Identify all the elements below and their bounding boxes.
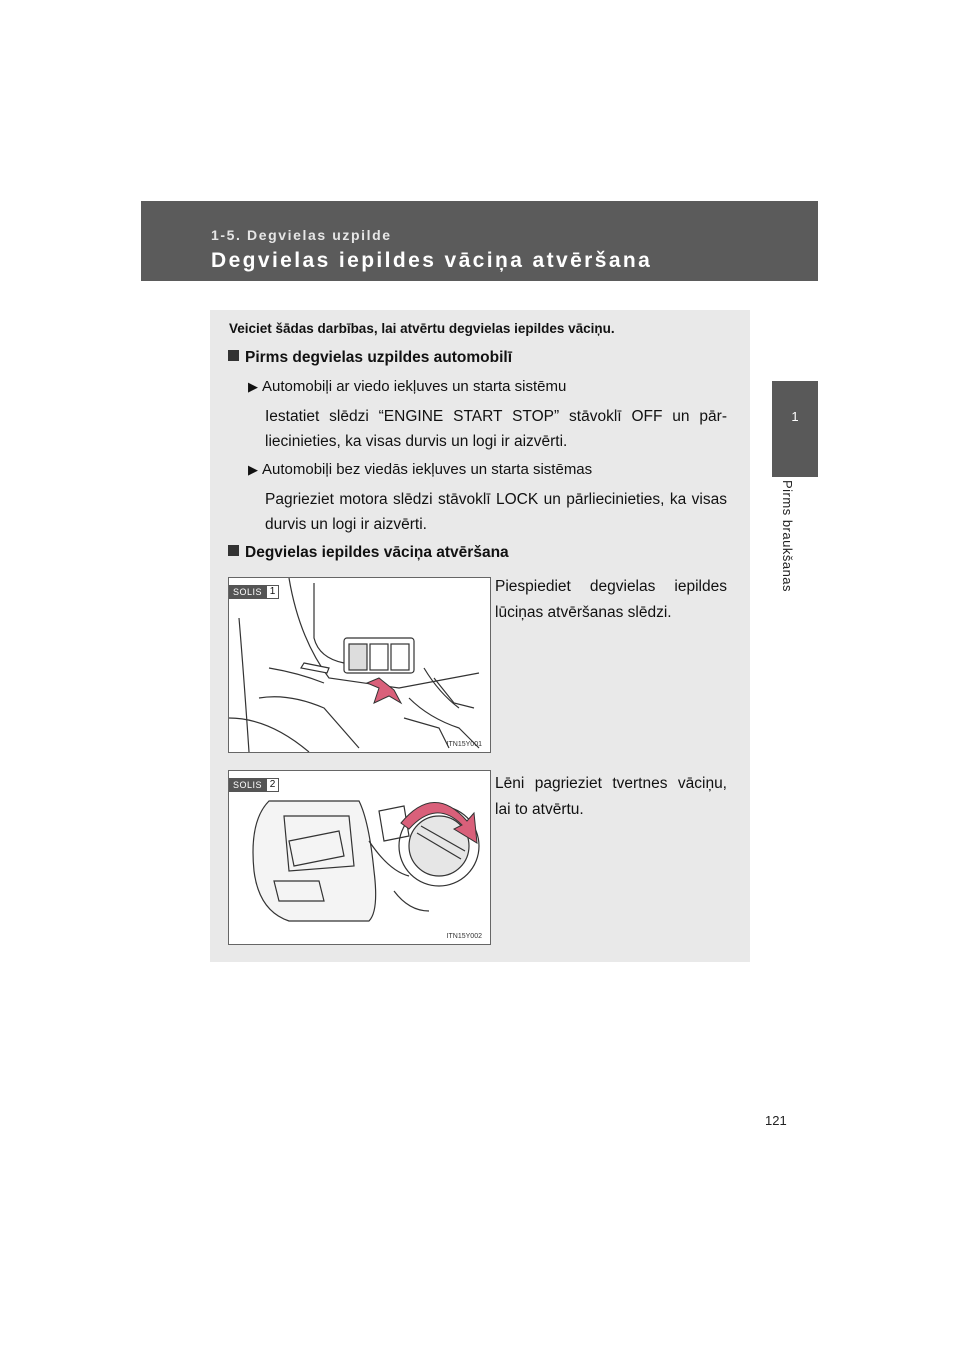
figure-step-2 [228,770,491,945]
chapter-header [141,201,818,281]
figure-code: ITN15Y001 [446,741,482,748]
square-bullet-icon [228,545,239,556]
chapter-tab [772,381,818,477]
chapter-title: Pirms braukšanas [780,480,795,593]
section-label: 1-5. Degvielas uzpilde [211,227,392,243]
triangle-bullet-icon: ▶ [248,462,258,477]
figure-step-1 [228,577,491,753]
step-1-text: Piespiediet degvielas iepildes lūciņas atvēršanas slēdzi. [495,578,727,621]
page-number: 121 [765,1113,787,1128]
bullet-text: Automobiļi ar viedo iekļuves un starta sistēmu [262,378,567,395]
section-heading-open-cap [228,544,509,562]
bullet-text: Automobiļi bez viedās iekļuves un starta sistēmas [262,461,593,478]
square-bullet-icon [228,350,239,361]
step-tag: SOLIS 1 [229,585,279,599]
section-heading-text: Degvielas iepildes vāciņa atvēršana [245,544,509,561]
fuel-cap-illustration [229,771,490,944]
bullet-smart-entry [248,378,566,395]
triangle-bullet-icon: ▶ [248,379,258,394]
section-heading-text: Pirms degvielas uzpildes automobilī [245,349,513,366]
content-box [210,310,750,962]
intro-text: Veiciet šādas darbības, lai atvērtu degvielas iepildes vāciņu. [229,321,615,336]
instruction-smart-entry: Iestatiet slēdzi “ENGINE START STOP” stāvoklī OFF un pār-liecinieties, ka visas durvis un logi ir aizvērti. [265,408,727,450]
bullet-no-smart-entry [248,461,592,478]
figure-code: ITN15Y002 [446,933,482,940]
dashboard-switch-illustration [229,578,490,752]
step-2-text: Lēni pagrieziet tvertnes vāciņu, lai to atvērtu. [495,775,727,818]
step-tag: SOLIS 2 [229,778,279,792]
instruction-no-smart-entry: Pagrieziet motora slēdzi stāvoklī LOCK un pārliecinieties, ka visas durvis un logi ir aizvērti. [265,491,727,533]
section-heading-before-refuel [228,349,512,367]
page-title: Degvielas iepildes vāciņa atvēršana [211,249,653,272]
chapter-number: 1 [791,409,799,424]
